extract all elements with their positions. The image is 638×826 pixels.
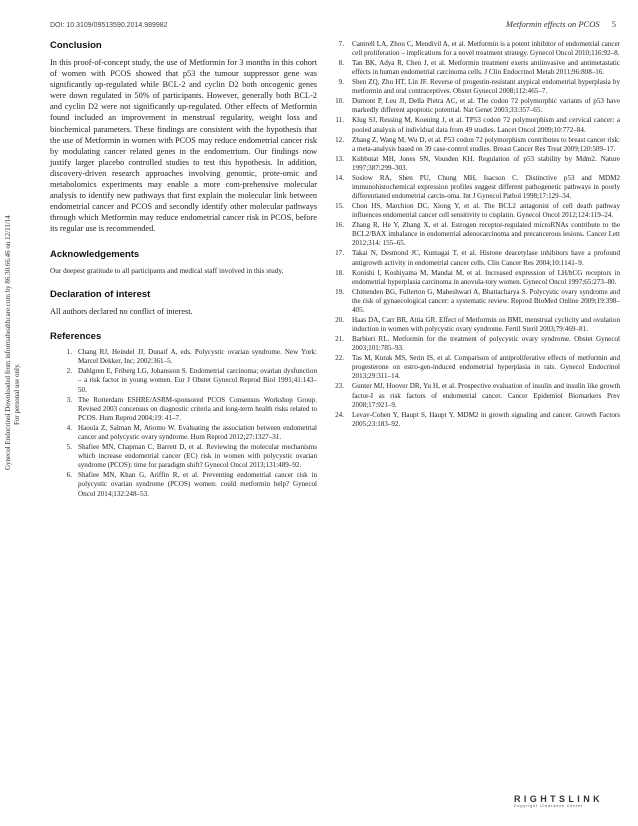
reference-item [330,97,620,115]
declaration-text: All authors declared no conflict of interest. [50,307,193,317]
reference-text: Kubbutat MH, Jones SN, Vousden KH. Regulation of p53 stability by Mdm2. Nature 1997;387:299–303. [352,154,620,172]
rightslink-logo-subtitle: Copyright Clearance Center [514,804,584,808]
reference-text: Klug SJ, Ressing M, Koening J, et al. TP53 codon 72 polymorphism and cervical cancer: a pooled analysis of individual data from 49 studies. Lancet Oncol 2009;10:772–84. [352,116,620,134]
right-column [330,40,620,430]
reference-item [50,443,317,470]
reference-number: 15. [335,202,344,211]
reference-text: Shafiee MN, Chapman C, Barrett D, et al. Reviewing the molecular mechanisms which increase endometrial cancer (EC) risk in women with polycystic ovarian syndrome (PCOS): time for paradigm shift? Gynecol Oncol 2013;131:489–92. [78,442,317,470]
reference-number: 19. [335,287,344,296]
reference-item [330,59,620,77]
reference-text: Shafiee MN, Khan G, Ariffin R, et al. Preventing endometrial cancer risk in polycystic ovarian syndrome (PCOS) women: could metformin help? Gynecol Oncol 2014;132:248–53. [78,471,317,498]
reference-number: 17. [335,249,344,258]
reference-number: 22. [335,354,344,363]
reference-number: 12. [335,135,344,144]
reference-text: Barbieri RL. Metformin for the treatment of polycystic ovary syndrome. Obstet Gynecol 2003;101:785–93. [352,335,620,353]
reference-number: 11. [335,116,344,125]
reference-number: 8. [338,59,344,68]
reference-item [330,382,620,409]
reference-number: 4. [66,423,72,432]
reference-number: 10. [335,97,344,106]
reference-text: Soslow RA, Shen PU, Chung MH, Isacson C. Distinctive p53 and MDM2 immunohistochemical expression profiles suggest different pathogenetic pathways in poorly differentiated endometrial carcin-oma. Int J Gynecol Pathol 1998;17:129–34. [352,173,620,201]
running-header [506,19,616,29]
reference-item [330,136,620,154]
reference-number: 24. [335,410,344,419]
reference-text: Zhang R, He Y, Zhang X, et al. Estrogen receptor-regulated microRNAs contribute to the BCL2/BAX imbalance in endometrial adenocarcinoma and precancerous lesions. Cancer Lett 2012;314: 155–65. [352,221,620,248]
reference-text: Levav-Cohen Y, Haupt S, Haupt Y. MDM2 in growth signaling and cancer. Growth Factors 2005;23:183–92. [352,410,620,428]
reference-item [330,354,620,381]
acknowledgements-heading: Acknowledgements [50,248,140,260]
reference-item [330,202,620,220]
references-heading: References [50,331,102,343]
running-title: Metformin effects on PCOS [505,19,600,29]
download-notice-line1: Gynecol Endocrinol Downloaded from informahealthcare.com by 86.30.66.46 on 12/11/14 [4,215,12,470]
reference-number: 21. [335,335,344,343]
reference-item [330,249,620,267]
reference-text: Tan BK, Adya R, Chen J, et al. Metformin treatment exerts antiinvasive and antimetastatic effects in human endometrial carcinoma cells. J Clin Endocrinol Metab 2011;96:808–16. [352,59,620,77]
references-list-left [50,348,317,498]
rightslink-logo[interactable] [514,794,603,808]
reference-number: 23. [335,382,344,391]
references-list-right [330,40,620,429]
reference-text: The Rotterdam ESHRE/ASRM-sponsored PCOS Consensus Workshop Group. Revised 2003 concensus on diagnostic criteria and long-term health risks related to PCOS. Hum Reprod 2004;19: 41–7. [78,395,317,422]
reference-text: Chang RJ, Heindel JJ, Dunaif A, eds. Polycystic ovarian syndrome. New York: Marcel Dekker, Inc; 2002:361–5. [78,348,317,366]
reference-item [330,40,620,58]
page-number: 5 [611,19,616,29]
reference-text: Haas DA, Carr BR, Attia GR. Effect of Metformin on BMI, menstrual cyclicity and ovulation induction in women with polycystic ovary syndrome. Fertil Steril 2003;79:469–81. [352,315,620,334]
left-column [50,40,317,499]
reference-text: Zhang Z, Wang M, Wu D, et al. P53 codon 72 polymorphism contributes to breast cancer risk: a meta-analysis based on 39 case-control studies. Breast Cancer Res Treat 2009;120:509–17. [352,135,620,153]
reference-item [330,221,620,248]
reference-item [50,367,317,394]
reference-number: 2. [66,367,72,376]
rightslink-logo-text: RIGHTSLINK [514,794,603,804]
reference-item [330,155,620,173]
reference-item [330,411,620,429]
download-notice [4,215,22,470]
declaration-heading: Declaration of interest [50,289,151,301]
reference-number: 16. [335,221,344,230]
download-notice-line2: For personal use only. [13,363,21,425]
reference-text: Dahlgren E, Friberg LG, Johansson S. Endometrial carcinoma; ovarian dysfunction – a risk factor in young women. Eur J Obstet Gynecol Reprod Biol 1991;41:143–50. [78,367,317,394]
reference-item [330,288,620,315]
reference-text: Tas M, Kutuk MS, Serin IS, et al. Comparison of antiproliferative effects of metformin and progesterone on estro-gen-induced endometrial hyperplasia in rats. Gynecol Endocrinol 2013;29:311–14. [352,354,620,381]
reference-text: Gunter MJ, Hoover DR, Yu H, et al. Prospective evaluation of insulin and insulin like growth factor-I as risk factors of endometrial cancer. Cancer Epidemiol Biomarkers Prev 2008;17:921–9. [352,382,620,409]
reference-text: Takai N, Desmond JC, Kumagai T, et al. Histone deacetylase inhibitors have a profound antigrowth activity in endometrial cancer cells. Clin Cancer Res 2004;10:1141–9. [352,249,620,267]
reference-item [330,78,620,96]
reference-number: 3. [66,395,72,404]
acknowledgements-text: Our deepest gratitude to all participants and medical staff involved in this study. [50,265,284,275]
doi-header: DOI: 10.3109/09513590.2014.989982 [50,22,168,29]
reference-text: Chon HS, Marchion DC, Xiong Y, et al. The BCL2 antagonist of cell death pathway influences endometrial cancer cell sensitivity to cisplatin. Gynecol Oncol 2012;124:119–24. [352,202,620,220]
reference-text: Dumont P, Leu JI, Della Pietra AC, et al. The codon 72 polymorphic variants of p53 have markedly different apoptotic potential. Nat Genet 2003;33:357–65. [352,97,620,115]
reference-number: 7. [338,40,344,48]
reference-number: 13. [335,154,344,163]
reference-item [50,396,317,423]
reference-number: 20. [335,315,344,324]
reference-text: Haoula Z, Salman M, Atiomo W. Evaluating the association between endometrial cancer and polycystic ovary syndrome. Hum Reprod 2012;27:1327–31. [78,423,317,441]
reference-item [50,471,317,498]
conclusion-heading: Conclusion [50,40,102,51]
reference-number: 18. [335,268,344,277]
reference-number: 9. [338,78,344,87]
reference-item [330,116,620,134]
conclusion-text: In this proof-of-concept study, the use of Metformin for 3 months in this cohort of women with PCOS showed that p53 the tumour suppressor gene was significantly up-regulated while BCL-2 and cyclin D2 both oncogenic genes were down regulated in 50% of participants. However, generally both BCL-2 and cyclin D2 were not significantly up-regulated. Other effects of Metformin found included an improvement in menstrual regularity, weight loss and biochemical parameters. These findings are consistent with the hypothesis that the use of Metformin in women with PCOS may reduce endometrial cancer risk by modulating cancer related genes in the endometrium. Our findings now justify larger placebo controlled studies to test this hypothesis. In addition, discovery-driven research approaches involving genomic, prote-omic and metabolomics experiments may enable a more com-prehensive molecular analysis to identify new pathways that first explain the molecular link between endometrial cancer and PCOS and secondly identify other molecular pathways through which Metformin may reduce endometrial cancer risk in PCOS, before its regular use is recommended. [50,58,317,234]
reference-text: Konishi I, Koshiyama M, Mandai M, et al. Increased expression of LH/hCG receptors in endometrial hyperplasia carcinoma in anovula-tory women. Gynecol Oncol 1997;65:273–80. [352,268,620,286]
reference-item [330,269,620,287]
reference-number: 14. [335,173,344,182]
reference-item [330,335,620,353]
reference-item [330,316,620,334]
reference-text: Shen ZQ, Zhu HT, Lin JF. Reverse of progestin-resistant atypical endometrial hyperplasia by metformin and oral contraceptives. Obstet Gynecol 2008;112:465–7. [352,78,620,96]
reference-item [330,174,620,201]
reference-number: 1. [66,348,72,357]
reference-text: Cantrell LA, Zhou C, Mendivil A, et al. Metformin is a potent inhibitor of endometrial cancer cell proliferation – implications for a novel treatment strategy. Gynecol Oncol 2010;116:92–8. [352,40,620,58]
reference-number: 6. [66,471,72,480]
reference-item [50,348,317,366]
reference-number: 5. [66,442,72,451]
reference-text: Chittenden BG, Fullerton G, Maheshwari A, Bhattacharya S. Polycystic ovary syndrome and the risk of gynaecological cancer: a systematic review. Reprod BioMed Online 2009;19:398–405. [352,287,620,314]
reference-item [50,424,317,442]
